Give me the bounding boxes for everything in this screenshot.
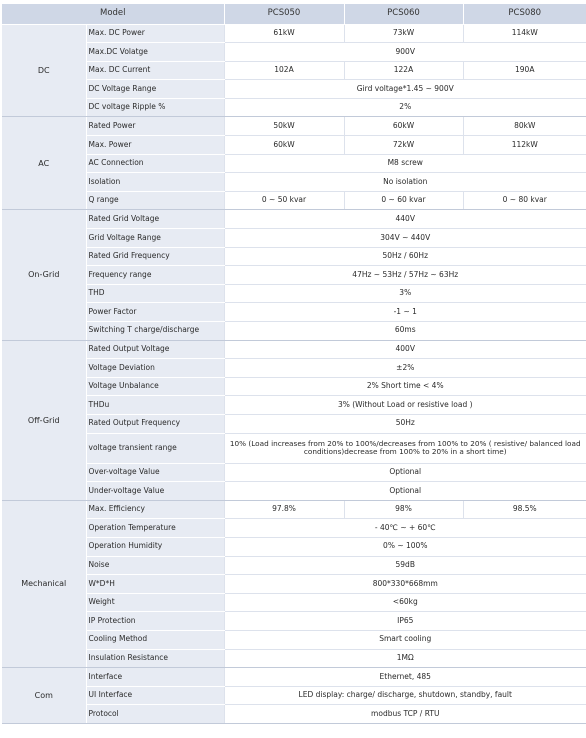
value-cell: 800*330*668mm bbox=[224, 575, 586, 594]
table-row bbox=[2, 210, 586, 229]
value-cell: Ethernet, 485 bbox=[224, 668, 586, 687]
value-cell: 0% ~ 100% bbox=[224, 537, 586, 556]
value-cell: 50Hz bbox=[224, 414, 586, 433]
param-label: W*D*H bbox=[86, 575, 224, 594]
value-cell: 400V bbox=[224, 340, 586, 359]
value-cell: - 40℃ ~ + 60℃ bbox=[224, 519, 586, 538]
table-row bbox=[2, 229, 586, 248]
table-row bbox=[2, 630, 586, 649]
value-cell: 10% (Load increases from 20% to 100%/decreases from 100% to 20% ( resistive/ balanced load conditions)decrease from 100% to 20% in a short time) bbox=[224, 433, 586, 463]
table-row bbox=[2, 24, 586, 43]
value-cell: 60kW bbox=[224, 136, 344, 155]
value-cell: 98.5% bbox=[463, 500, 586, 519]
param-label: DC voltage Ripple % bbox=[86, 98, 224, 117]
param-label: Cooling Method bbox=[86, 630, 224, 649]
value-cell: 97.8% bbox=[224, 500, 344, 519]
table-row bbox=[2, 98, 586, 117]
table-row bbox=[2, 414, 586, 433]
group-label: DC bbox=[2, 24, 86, 117]
table-row bbox=[2, 266, 586, 285]
param-label: DC Voltage Range bbox=[86, 80, 224, 99]
table-row bbox=[2, 500, 586, 519]
value-cell: 3% (Without Load or resistive load ) bbox=[224, 396, 586, 415]
param-label: Max.DC Volatge bbox=[86, 43, 224, 62]
table-row bbox=[2, 136, 586, 155]
param-label: Rated Output Voltage bbox=[86, 340, 224, 359]
table-row bbox=[2, 359, 586, 378]
value-cell: 2% bbox=[224, 98, 586, 117]
param-label: Rated Output Frequency bbox=[86, 414, 224, 433]
value-cell: -1 ~ 1 bbox=[224, 303, 586, 322]
value-cell: 122A bbox=[344, 61, 463, 80]
table-row bbox=[2, 482, 586, 501]
table-row bbox=[2, 377, 586, 396]
param-label: Max. DC Current bbox=[86, 61, 224, 80]
table-row bbox=[2, 43, 586, 62]
param-label: Noise bbox=[86, 556, 224, 575]
param-label: UI Interface bbox=[86, 686, 224, 705]
table-row bbox=[2, 284, 586, 303]
table-row bbox=[2, 396, 586, 415]
param-label: Rated Power bbox=[86, 117, 224, 136]
value-cell: 1MΩ bbox=[224, 649, 586, 668]
value-cell: 60ms bbox=[224, 322, 586, 341]
value-cell: 900V bbox=[224, 43, 586, 62]
param-label: Protocol bbox=[86, 705, 224, 724]
value-cell: No isolation bbox=[224, 173, 586, 192]
table-row bbox=[2, 247, 586, 266]
header-row bbox=[2, 4, 586, 24]
param-label: Rated Grid Frequency bbox=[86, 247, 224, 266]
table-row bbox=[2, 154, 586, 173]
table-row bbox=[2, 191, 586, 210]
table-row bbox=[2, 340, 586, 359]
value-cell: 190A bbox=[463, 61, 586, 80]
header-pcs080: PCS080 bbox=[463, 4, 586, 24]
value-cell: 304V ~ 440V bbox=[224, 229, 586, 248]
param-label: Max. Efficiency bbox=[86, 500, 224, 519]
value-cell: 440V bbox=[224, 210, 586, 229]
value-cell: Smart cooling bbox=[224, 630, 586, 649]
table-row bbox=[2, 705, 586, 724]
table-row bbox=[2, 519, 586, 538]
value-cell: modbus TCP / RTU bbox=[224, 705, 586, 724]
param-label: Weight bbox=[86, 593, 224, 612]
value-cell: 72kW bbox=[344, 136, 463, 155]
table-row bbox=[2, 686, 586, 705]
param-label: THD bbox=[86, 284, 224, 303]
value-cell: LED display: charge/ discharge, shutdown, standby, fault bbox=[224, 686, 586, 705]
param-label: Insulation Resistance bbox=[86, 649, 224, 668]
value-cell: 61kW bbox=[224, 24, 344, 43]
value-cell: IP65 bbox=[224, 612, 586, 631]
value-cell: 60kW bbox=[344, 117, 463, 136]
value-cell: ±2% bbox=[224, 359, 586, 378]
table-row bbox=[2, 649, 586, 668]
value-cell: 47Hz ~ 53Hz / 57Hz ~ 63Hz bbox=[224, 266, 586, 285]
table-row bbox=[2, 612, 586, 631]
param-label: Max. Power bbox=[86, 136, 224, 155]
param-label: Over-voltage Value bbox=[86, 463, 224, 482]
param-label: Under-voltage Value bbox=[86, 482, 224, 501]
value-cell: 2% Short time < 4% bbox=[224, 377, 586, 396]
table-row bbox=[2, 173, 586, 192]
value-cell: 98% bbox=[344, 500, 463, 519]
value-cell: 0 ~ 80 kvar bbox=[463, 191, 586, 210]
table-row bbox=[2, 537, 586, 556]
header-pcs060: PCS060 bbox=[344, 4, 463, 24]
value-cell: Optional bbox=[224, 463, 586, 482]
value-cell: 0 ~ 50 kvar bbox=[224, 191, 344, 210]
param-label: Frequency range bbox=[86, 266, 224, 285]
param-label: Operation Temperature bbox=[86, 519, 224, 538]
param-label: Rated Grid Voltage bbox=[86, 210, 224, 229]
spec-body bbox=[2, 24, 586, 723]
value-cell: 114kW bbox=[463, 24, 586, 43]
param-label: Operation Humidity bbox=[86, 537, 224, 556]
table-row bbox=[2, 668, 586, 687]
table-row bbox=[2, 61, 586, 80]
value-cell: Gird voltage*1.45 ~ 900V bbox=[224, 80, 586, 99]
table-row bbox=[2, 80, 586, 99]
value-cell: 3% bbox=[224, 284, 586, 303]
param-label: Isolation bbox=[86, 173, 224, 192]
param-label: Interface bbox=[86, 668, 224, 687]
param-label: Max. DC Power bbox=[86, 24, 224, 43]
table-row bbox=[2, 117, 586, 136]
value-cell: 50Hz / 60Hz bbox=[224, 247, 586, 266]
param-label: Power Factor bbox=[86, 303, 224, 322]
table-row bbox=[2, 593, 586, 612]
param-label: Grid Voltage Range bbox=[86, 229, 224, 248]
value-cell: 50kW bbox=[224, 117, 344, 136]
group-label: Com bbox=[2, 668, 86, 724]
table-row bbox=[2, 463, 586, 482]
param-label: AC Connection bbox=[86, 154, 224, 173]
spec-table bbox=[2, 4, 586, 724]
group-label: Off-Grid bbox=[2, 340, 86, 500]
group-label: On-Grid bbox=[2, 210, 86, 340]
value-cell: 102A bbox=[224, 61, 344, 80]
value-cell: <60kg bbox=[224, 593, 586, 612]
header-pcs050: PCS050 bbox=[224, 4, 344, 24]
header-model: Model bbox=[2, 4, 224, 24]
param-label: Voltage Unbalance bbox=[86, 377, 224, 396]
value-cell: 59dB bbox=[224, 556, 586, 575]
table-row bbox=[2, 575, 586, 594]
value-cell: 0 ~ 60 kvar bbox=[344, 191, 463, 210]
value-cell: 80kW bbox=[463, 117, 586, 136]
param-label: THDu bbox=[86, 396, 224, 415]
value-cell: 73kW bbox=[344, 24, 463, 43]
param-label: Q range bbox=[86, 191, 224, 210]
table-row bbox=[2, 322, 586, 341]
table-row bbox=[2, 433, 586, 463]
param-label: Voltage Deviation bbox=[86, 359, 224, 378]
table-row bbox=[2, 556, 586, 575]
param-label: Switching T charge/discharge bbox=[86, 322, 224, 341]
value-cell: M8 screw bbox=[224, 154, 586, 173]
value-cell: 112kW bbox=[463, 136, 586, 155]
group-label: AC bbox=[2, 117, 86, 210]
param-label: IP Protection bbox=[86, 612, 224, 631]
value-cell: Optional bbox=[224, 482, 586, 501]
table-row bbox=[2, 303, 586, 322]
group-label: Mechanical bbox=[2, 500, 86, 667]
param-label: voltage transient range bbox=[86, 433, 224, 463]
